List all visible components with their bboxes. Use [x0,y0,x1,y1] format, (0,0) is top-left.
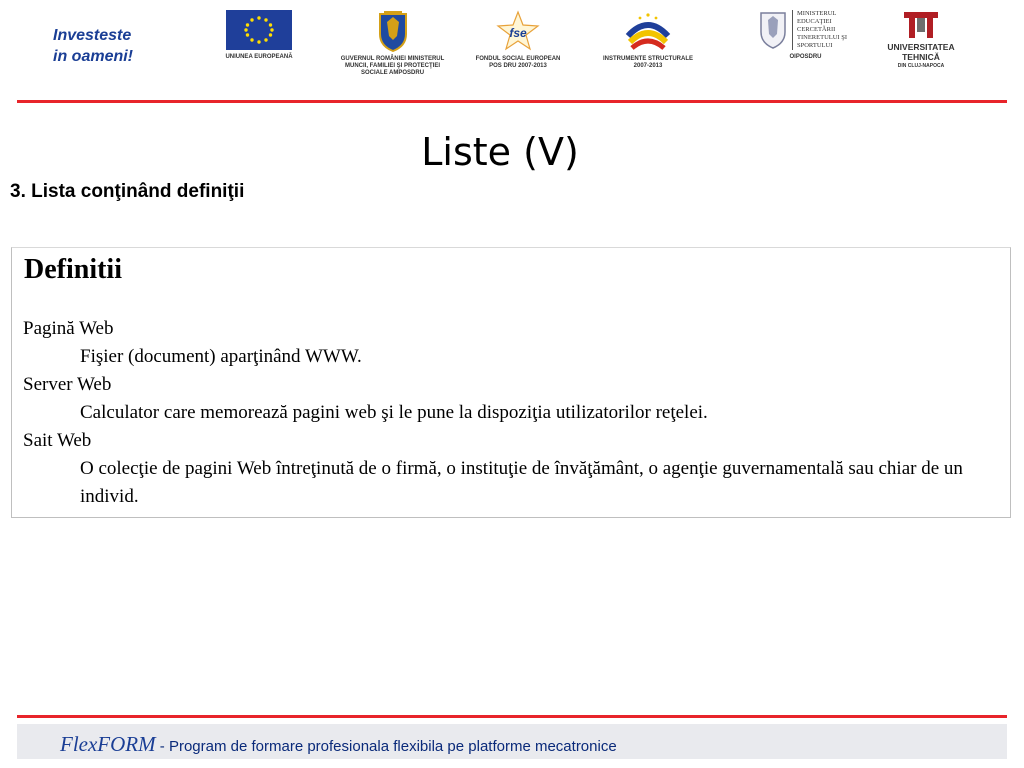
gov-caption: GUVERNUL ROMÂNIEI MINISTERUL MUNCII, FAMILIEI ŞI PROTECŢIEI SOCIALE AMPOSDRU [340,56,445,76]
fse-logo [472,10,564,92]
romania-coat-of-arms-icon [376,10,410,52]
fse-caption: FONDUL SOCIAL EUROPEAN POS DRU 2007-2013 [475,56,561,69]
footer [60,732,617,757]
eu-logo [218,10,300,92]
term-server-web: Server Web [23,374,112,395]
term-pagina-web: Pagină Web [23,318,114,339]
utcn-city: DIN CLUJ-NAPOCA [897,63,945,69]
slogan [53,25,133,67]
ministry-name: MINISTERUL EDUCAŢIEI CERCETĂRII TINERETULUI ŞI SPORTULUI [792,10,849,50]
footer-brand: FlexFORM [60,732,156,756]
definition-sait-web: O colecţie de pagini Web întreţinută de o firmă, o instituţie de învăţământ, o agenţie guvernamentală sau chiar de un individ. [80,458,963,507]
ministry-logo [758,10,853,92]
utcn-name: UNIVERSITATEA TEHNICĂ [887,42,955,62]
footer-divider [17,715,1007,718]
panel-heading: Definitii [24,254,122,285]
instrumente-structurale-icon [622,10,674,52]
definitions-screenshot [11,247,1011,518]
slide-subtitle: 3. Lista conţinând definiţii [10,181,245,202]
term-sait-web: Sait Web [23,430,92,451]
definition-pagina-web: Fişier (document) aparţinând WWW. [80,346,362,367]
oiposdru-caption: OIPOSDRU [789,54,822,60]
utcn-logo [873,10,969,92]
footer-tagline: - Program de formare profesionala flexibila pe platforme mecatronice [155,738,617,755]
eu-caption: UNIUNEA EUROPEANĂ [225,54,293,60]
utcn-emblem-icon [901,10,941,40]
gov-logo [335,10,450,92]
definition-list [23,315,1008,511]
eu-flag-icon [226,10,292,50]
definition-server-web: Calculator care memorează pagini web şi le pune la dispoziţia utilizatorilor reţelei. [80,402,708,423]
slogan-line-1: Investeste [53,27,132,44]
fse-mark: fse [509,26,527,40]
slide-title: Liste (V) [421,130,579,174]
ministry-crest-icon [758,10,788,50]
instrumente-structurale-logo [603,10,693,92]
slogan-line-2: in oameni! [53,48,134,65]
instrumente-structurale-caption: INSTRUMENTE STRUCTURALE 2007-2013 [603,56,693,69]
fse-star-icon [495,10,541,52]
header-divider [17,100,1007,103]
